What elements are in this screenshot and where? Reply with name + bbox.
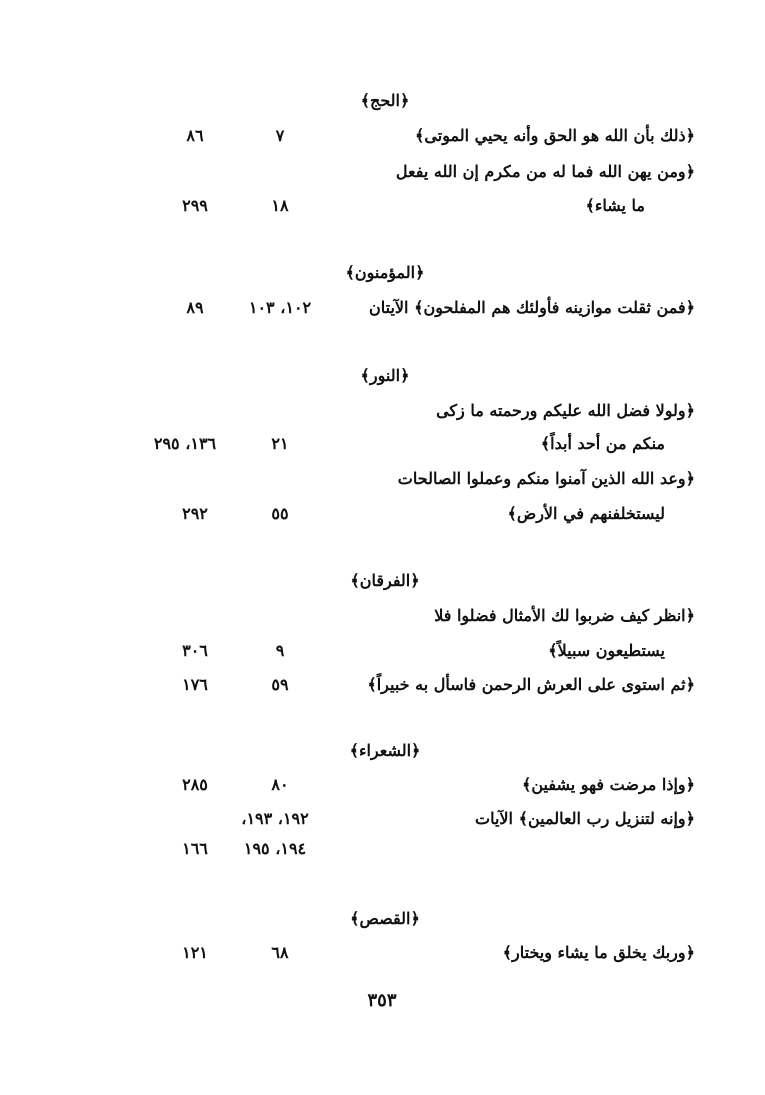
verse-text: ﴿ولولا فضل الله عليكم ورحمته ما زكى [436,401,695,420]
page-reference: ٢٨٥ [182,775,208,794]
ayah-number: ٢١ [271,434,289,453]
verse-text: منكم من أحد أبداً﴾ [540,434,665,453]
verse-text: يستطيعون سبيلاً﴾ [548,641,665,660]
surah-heading: ﴿النور﴾ [360,366,410,385]
verse-text: ﴿وإذا مرضت فهو يشفين﴾ [521,775,695,794]
surah-heading: ﴿الحج﴾ [360,91,410,110]
page-number: ٣٥٣ [367,990,397,1011]
verse-text: ما يشاء﴾ [585,196,645,215]
verse-text: ﴿ومن يهن الله فما له من مكرم إن الله يفعل [395,162,695,181]
ayah-number: ١٠٢، ١٠٣ [248,298,312,317]
verse-text: ليستخلفنهم في الأرض﴾ [507,504,665,523]
ayah-number: ١٩٤، ١٩٥ [243,839,307,858]
page-reference: ١٣٦، ٢٩٥ [153,434,217,453]
page-reference: ٨٦ [186,126,204,145]
ayah-number: ١٨ [271,196,289,215]
ayah-number: ٥٩ [271,675,289,694]
surah-heading: ﴿الشعراء﴾ [349,741,421,760]
verse-text: ﴿ثم استوى على العرش الرحمن فاسأل به خبيراً﴾ [367,675,695,694]
verse-text: ﴿وإنه لتنزيل رب العالمين﴾ الآيات [475,809,695,828]
ayah-number: ٨٠ [271,775,289,794]
surah-heading: ﴿الفرقان﴾ [350,571,420,590]
ayah-number: ٩ [275,641,285,660]
page-reference: ١٦٦ [182,839,208,858]
verse-text: ﴿فمن ثقلت موازينه فأولئك هم المفلحون﴾ الآيتان [369,298,695,317]
verse-text: ﴿ذلك بأن الله هو الحق وأنه يحيي الموتى﴾ [415,126,695,145]
ayah-number: ١٩٢، ١٩٣، [241,809,309,828]
page-reference: ١٧٦ [182,675,208,694]
verse-text: ﴿انظر كيف ضربوا لك الأمثال فضلوا فلا [434,606,695,625]
page-reference: ٣٠٦ [182,641,208,660]
ayah-number: ٥٥ [271,504,289,523]
page-reference: ١٢١ [182,943,208,962]
verse-text: ﴿وربك يخلق ما يشاء ويختار﴾ [502,943,695,962]
page-reference: ٢٩٢ [182,504,208,523]
surah-heading: ﴿القصص﴾ [350,909,420,928]
ayah-number: ٧ [275,126,285,145]
verse-text: ﴿وعد الله الذين آمنوا منكم وعملوا الصالحات [397,469,695,488]
page-reference: ٨٩ [186,298,204,317]
surah-heading: ﴿المؤمنون﴾ [345,263,425,282]
page-reference: ٢٩٩ [182,196,208,215]
ayah-number: ٦٨ [271,943,289,962]
